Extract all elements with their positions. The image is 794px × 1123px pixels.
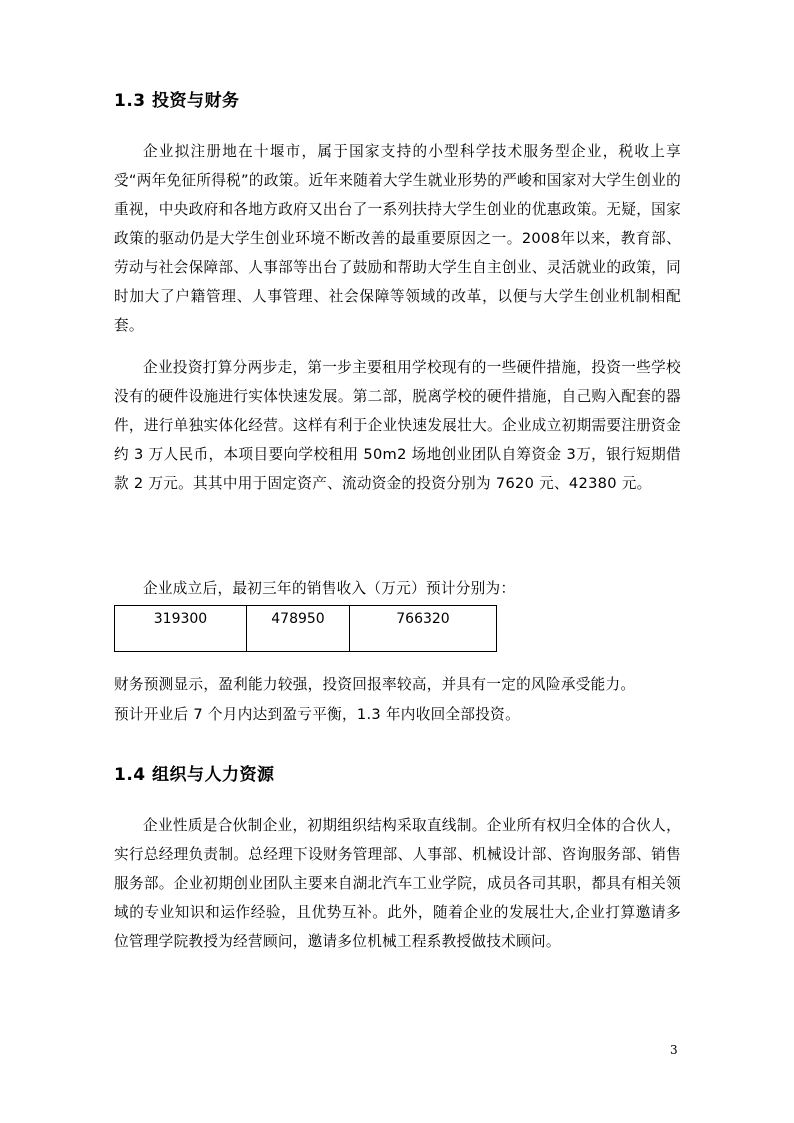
sales-forecast-table: [114, 605, 497, 652]
table-row: [115, 606, 497, 652]
section-heading-investment-finance: 1.3 投资与财务: [114, 91, 240, 111]
table-cell-year2: 478950: [247, 606, 350, 652]
paragraph-policy: 企业拟注册地在十堰市，属于国家支持的小型科学技术服务型企业，税收上享受“两年免征所得税”的政策。近年来随着大学生就业形势的严峻和国家对大学生创业的重视，中央政府和各地方政府又出台了一系列扶持大学生创业的优惠政策。无疑，国家政策的驱动仍是大学生创业环境不断改善的最重要原因之一。2008年以来，教育部、劳动与社会保障部、人事部等出台了鼓励和帮助大学生自主创业、灵活就业的政策，同时加大了户籍管理、人事管理、社会保障等领域的改革，以便与大学生创业机制相配套。: [114, 143, 681, 334]
forecast-text-line1: 财务预测显示，盈利能力较强，投资回报率较高，并具有一定的风险承受能力。: [114, 676, 636, 693]
paragraph-organization: 企业性质是合伙制企业，初期组织结构采取直线制。企业所有权归全体的合伙人，实行总经理负责制。总经理下设财务管理部、人事部、机械设计部、咨询服务部、销售服务部。企业初期创业团队主要来自湖北汽车工业学院，成员各司其职，都具有相关领域的专业知识和运作经验，且优势互补。此外，随着企业的发展壮大,企业打算邀请多位管理学院教授为经营顾问，邀请多位机械工程系教授做技术顾问。: [114, 817, 681, 950]
section-heading-organization-hr: 1.4 组织与人力资源: [114, 765, 275, 785]
table-cell-year1: 319300: [115, 606, 247, 652]
table-cell-year3: 766320: [350, 606, 497, 652]
sales-intro-text: 企业成立后，最初三年的销售收入（万元）预计分别为：: [143, 580, 516, 597]
page-number: 3: [670, 1043, 678, 1057]
paragraph-investment-plan: 企业投资打算分两步走，第一步主要租用学校现有的一些硬件措施，投资一些学校没有的硬件设施进行实体快速发展。第二部，脱离学校的硬件措施，自己购入配套的器件，进行单独实体化经营。这样有利于企业快速发展壮大。企业成立初期需要注册资金约 3 万人民币，本项目要向学校租用 50m2 场地创业团队自筹资金 3万，银行短期借款 2 万元。其其中用于固定资产、流动资金的投资分别为 7620 元、42380 元。: [114, 359, 681, 492]
forecast-text-line2: 预计开业后 7 个月内达到盈亏平衡，1.3 年内收回全部投资。: [114, 706, 520, 723]
